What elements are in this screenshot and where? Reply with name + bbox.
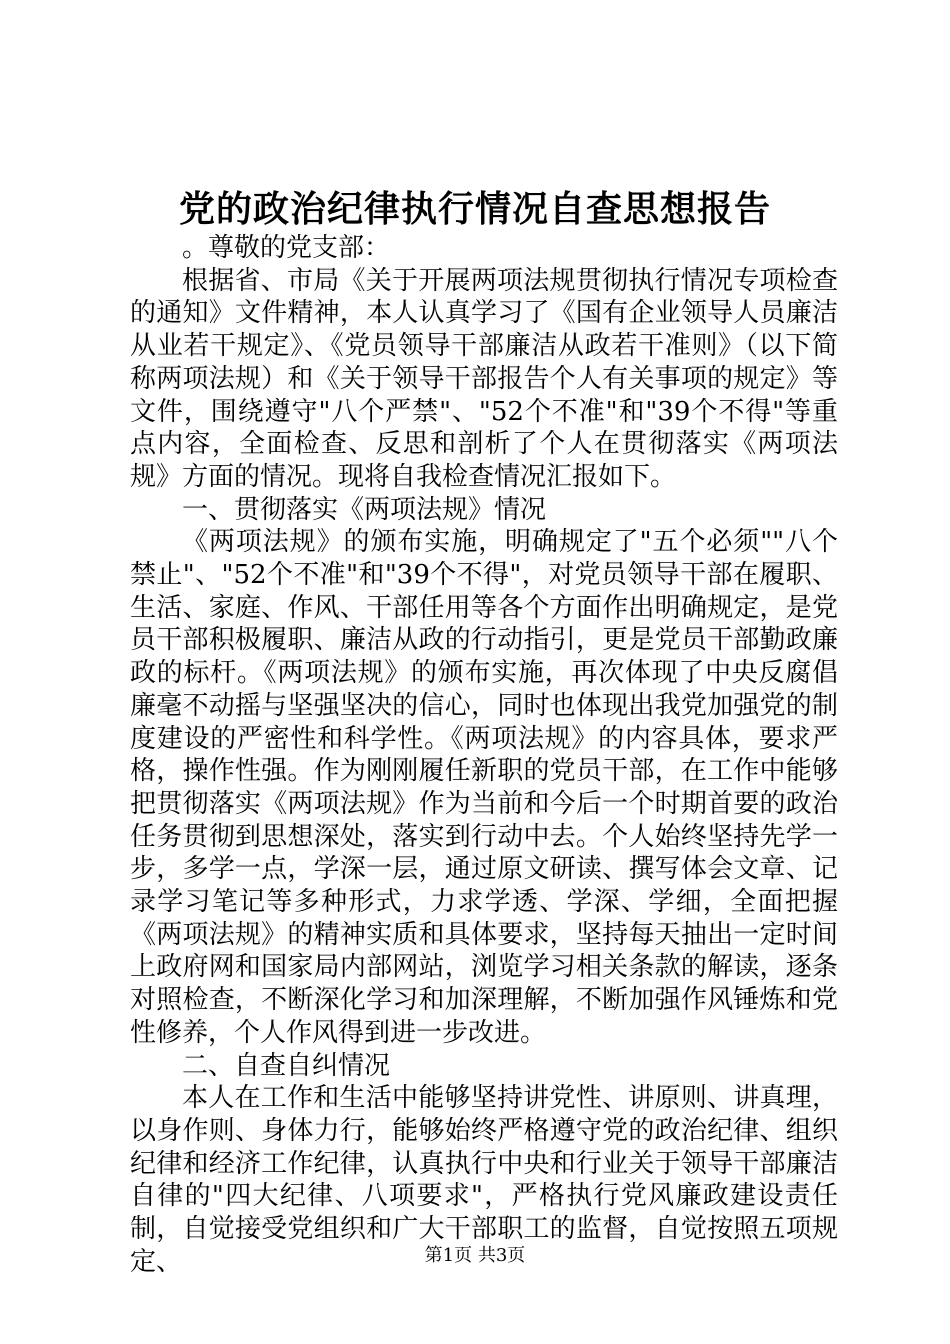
paragraph-section-1: 《两项法规》的颁布实施，明确规定了"五个必须""八个禁止"、"52个不准"和"39个不得"，对党员领导干部在履职、生活、家庭、作风、干部任用等各个方面作出明确规定，是党员干部积极履职、廉洁从政的行动指引，更是党员干部勤政廉政的标杆。《两项法规》的颁布实施，再次体现了中央反腐倡廉毫不动摇与坚强坚决的信心，同时也体现出我党加强党的制度建设的严密性和科学性。《两项法规》的内容具体，要求严格，操作性强。作为刚刚履任新职的党员干部，在工作中能够把贯彻落实《两项法规》作为当前和今后一个时期首要的政治任务贯彻到思想深处，落实到行动中去。个人始终坚持先学一步，多学一点，学深一层，通过原文研读、撰写体会文章、记录学习笔记等多种形式，力求学透、学深、学细，全面把握《两项法规》的精神实质和具体要求，坚持每天抽出一定时间上政府网和国家局内部网站，浏览学习相关条款的解读，逐条对照检查，不断深化学习和加深理解，不断加强作风锤炼和党性修养，个人作风得到进一步改进。: [130, 527, 838, 1048]
section-heading-1: 一、贯彻落实《两项法规》情况: [182, 494, 547, 525]
document-title: 党的政治纪律执行情况自查思想报告: [178, 188, 771, 230]
section-heading-2: 二、自查自纠情况: [182, 1050, 391, 1081]
page-footer: 第1页 共3页: [424, 1245, 526, 1266]
salutation: 。尊敬的党支部：: [182, 233, 391, 263]
paragraph-section-2: 本人在工作和生活中能够坚持讲党性、讲原则、讲真理，以身作则、身体力行，能够始终严格遵守党的政治纪律、组织纪律和经济工作纪律，认真执行中央和行业关于领导干部廉洁自律的"四大纪律、八项要求"，严格执行党风廉政建设责任制，自觉接受党组织和广大干部职工的监督，自觉按照五项规定、: [130, 1083, 838, 1277]
paragraph-intro: 根据省、市局《关于开展两项法规贯彻执行情况专项检查的通知》文件精神，本人认真学习了《国有企业领导人员廉洁从业若干规定》、《党员领导干部廉洁从政若干准则》（以下简称两项法规）和《关于领导干部报告个人有关事项的规定》等文件，围绕遵守"八个严禁"、"52个不准"和"39个不得"等重点内容，全面检查、反思和剖析了个人在贯彻落实《两项法规》方面的情况。现将自我检查情况汇报如下。: [130, 265, 838, 492]
document-body: [130, 232, 838, 1279]
